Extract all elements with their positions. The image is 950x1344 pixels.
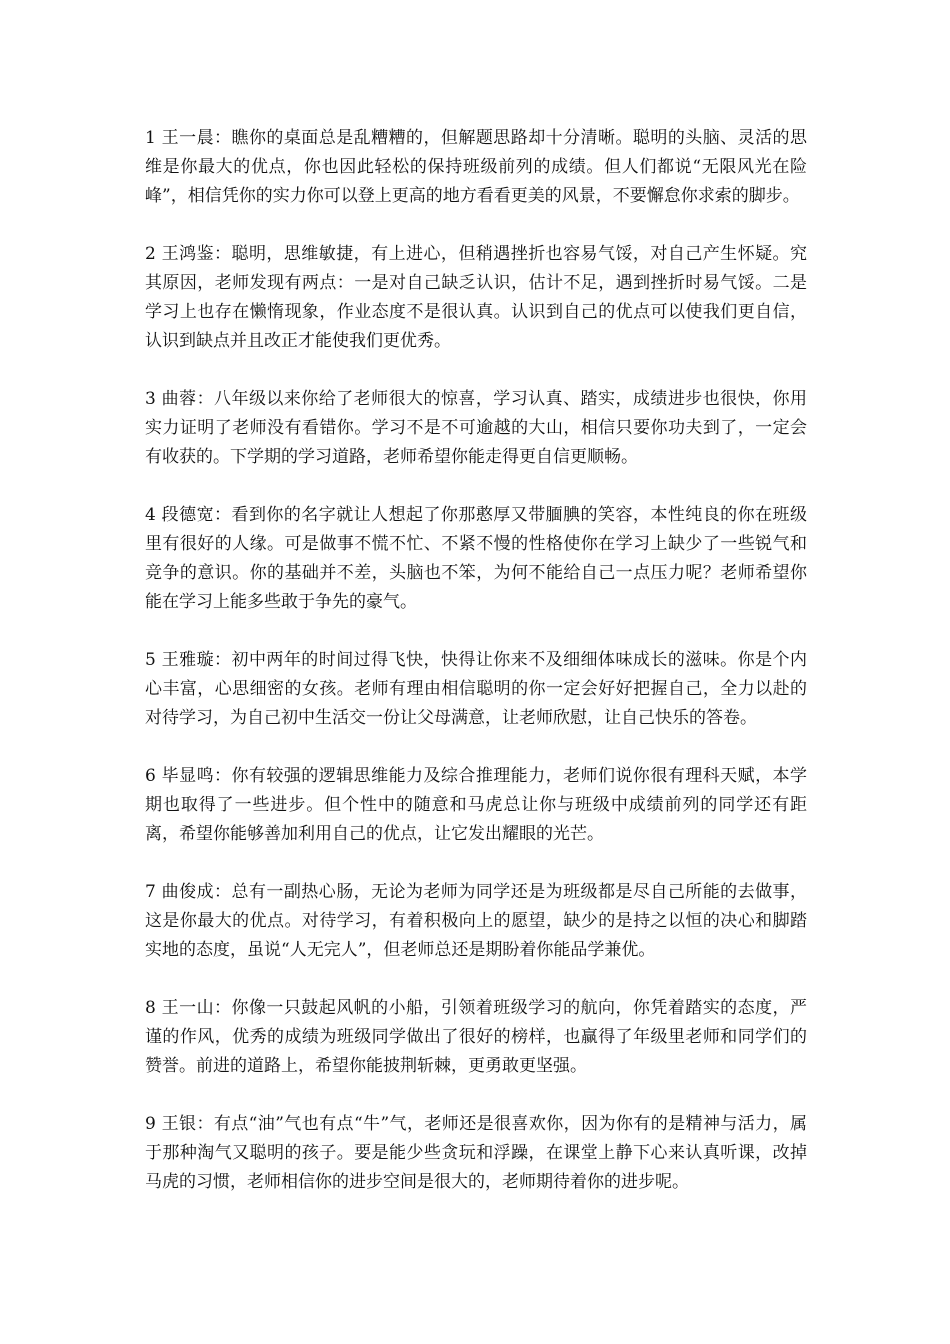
comment-paragraph: 2 王鸿鉴：聪明，思维敏捷，有上进心，但稍遇挫折也容易气馁，对自己产生怀疑。究其原因，老师发现有两点：一是对自己缺乏认识，估计不足，遇到挫折时易气馁。二是学习上也存在懒惰现象，作业态度不是很认真。认识到自己的优点可以使我们更自信，认识到缺点并且改正才能使我们更优秀。 <box>145 244 807 351</box>
comment-paragraph: 8 王一山：你像一只鼓起风帆的小船，引领着班级学习的航向，你凭着踏实的态度，严谨的作风，优秀的成绩为班级同学做出了很好的榜样，也赢得了年级里老师和同学们的赞誉。前进的道路上，希望你能披荆斩棘，更勇敢更坚强。 <box>145 998 807 1076</box>
comment-paragraph: 4 段德宽：看到你的名字就让人想起了你那憨厚又带腼腆的笑容，本性纯良的你在班级里有很好的人缘。可是做事不慌不忙、不紧不慢的性格使你在学习上缺少了一些锐气和竞争的意识。你的基础并不差，头脑也不笨，为何不能给自己一点压力呢？老师希望你能在学习上能多些敢于争先的豪气。 <box>145 505 807 612</box>
comment-paragraph: 3 曲蓉：八年级以来你给了老师很大的惊喜，学习认真、踏实，成绩进步也很快，你用实力证明了老师没有看错你。学习不是不可逾越的大山，相信只要你功夫到了，一定会有收获的。下学期的学习道路，老师希望你能走得更自信更顺畅。 <box>145 389 807 467</box>
comment-paragraph: 9 王银：有点“油”气也有点“牛”气，老师还是很喜欢你，因为你有的是精神与活力，属于那种淘气又聪明的孩子。要是能少些贪玩和浮躁，在课堂上静下心来认真听课，改掉马虎的习惯，老师相信你的进步空间是很大的，老师期待着你的进步呢。 <box>145 1114 807 1192</box>
document-body <box>145 124 807 1226</box>
comment-paragraph: 5 王雅璇：初中两年的时间过得飞快，快得让你来不及细细体味成长的滋味。你是个内心丰富，心思细密的女孩。老师有理由相信聪明的你一定会好好把握自己，全力以赴的对待学习，为自己初中生活交一份让父母满意，让老师欣慰，让自己快乐的答卷。 <box>145 650 807 728</box>
comment-paragraph: 7 曲俊成：总有一副热心肠，无论为老师为同学还是为班级都是尽自己所能的去做事，这是你最大的优点。对待学习，有着积极向上的愿望，缺少的是持之以恒的决心和脚踏实地的态度，虽说“人无完人”，但老师总还是期盼着你能品学兼优。 <box>145 882 807 960</box>
comment-paragraph: 6 毕显鸣：你有较强的逻辑思维能力及综合推理能力，老师们说你很有理科天赋，本学期也取得了一些进步。但个性中的随意和马虎总让你与班级中成绩前列的同学还有距离，希望你能够善加利用自己的优点，让它发出耀眼的光芒。 <box>145 766 807 844</box>
comment-paragraph: 1 王一晨：瞧你的桌面总是乱糟糟的，但解题思路却十分清晰。聪明的头脑、灵活的思维是你最大的优点，你也因此轻松的保持班级前列的成绩。但人们都说“无限风光在险峰”，相信凭你的实力你可以登上更高的地方看看更美的风景，不要懈怠你求索的脚步。 <box>145 128 807 206</box>
